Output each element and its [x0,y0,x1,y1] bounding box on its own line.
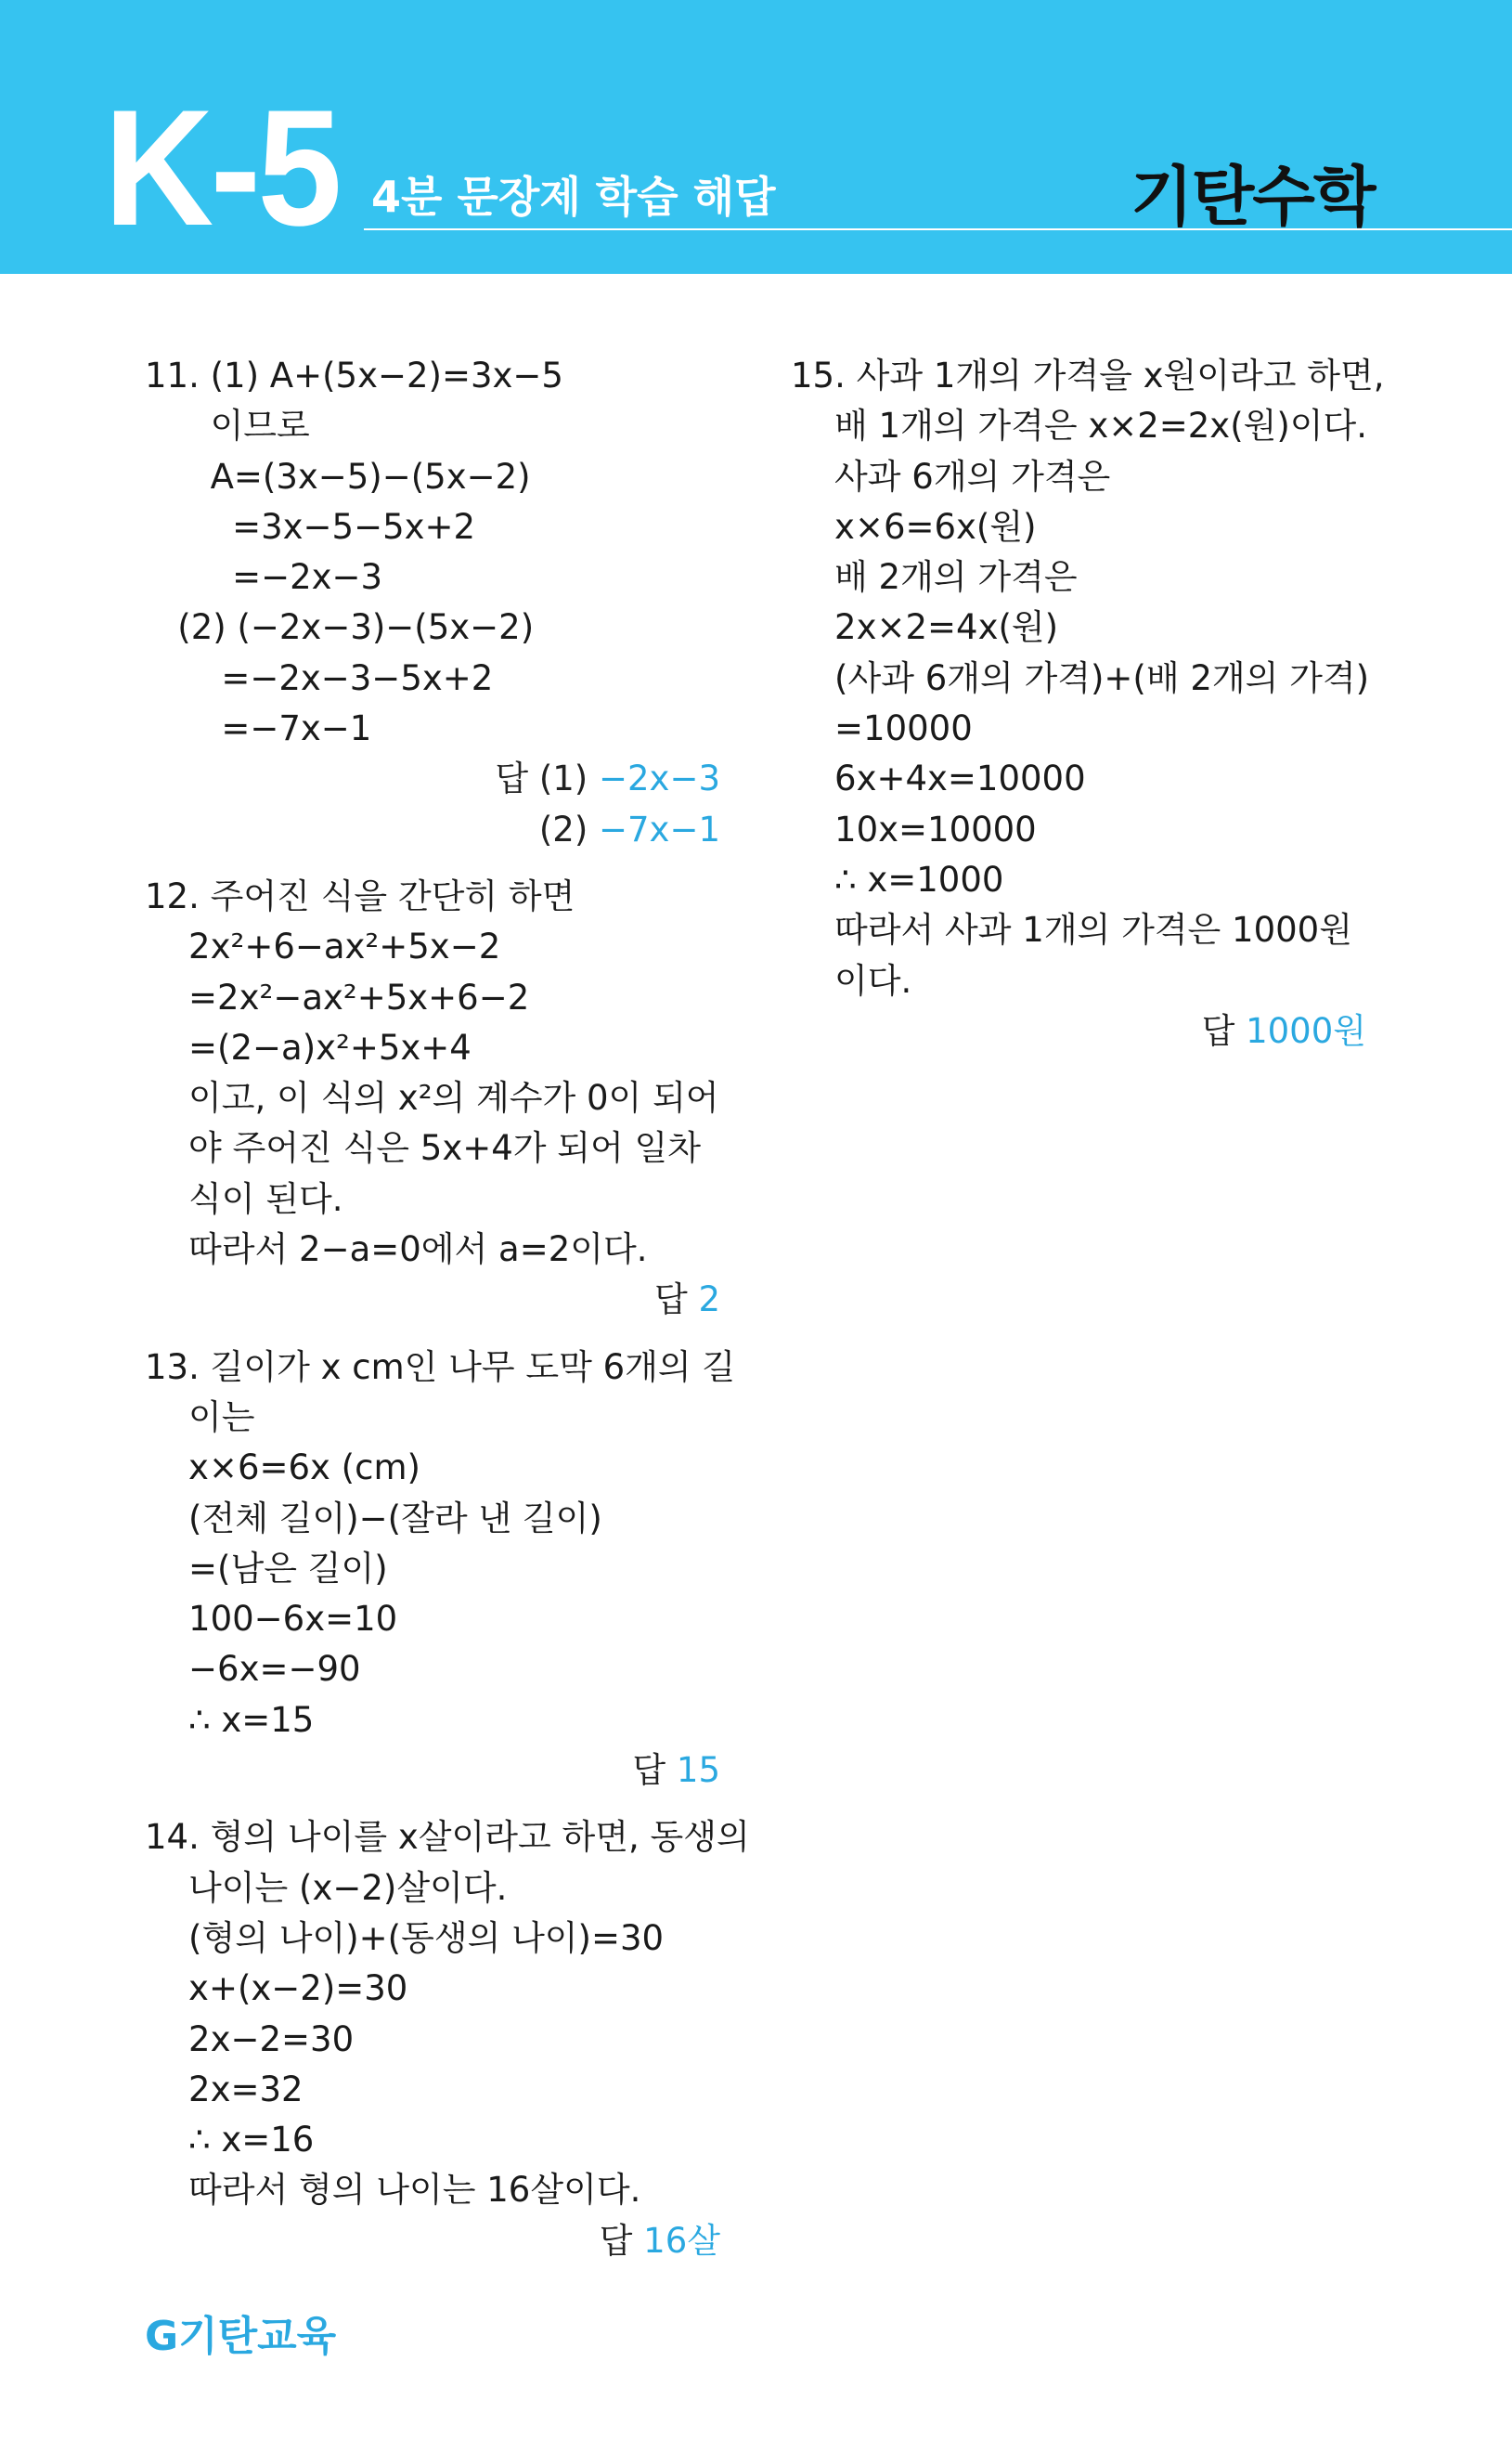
spacer [145,1796,720,1812]
solution-line: =−2x−3 [145,557,383,598]
solution-line: 이고, 이 식의 x²의 계수가 0이 되어 [145,1078,719,1119]
solution-line: (2) (−2x−3)−(5x−2) [145,607,535,648]
solution-line: 따라서 형의 나이는 16살이다. [145,2170,641,2211]
solution-line: x+(x−2)=30 [145,1968,408,2009]
answer-value: 1000원 [1246,1010,1366,1051]
answer-line [791,1006,1366,1057]
solution-line: ∴ x=15 [145,1699,315,1740]
section-code: K-5 [104,75,339,260]
solution-line: 13. 길이가 x cm인 나무 도막 6개의 길 [145,1346,736,1387]
solution-line: −6x=−90 [145,1649,361,1690]
brand-logo: 기탄수학 [1131,159,1375,235]
solution-line: A=(3x−5)−(5x−2) [145,456,531,497]
solution-line: x×6=6x(원) [791,506,1037,547]
solution-line: 2x−2=30 [145,2018,355,2059]
solution-line: =(2−a)x²+5x+4 [145,1027,472,1068]
solution-line: 2x×2=4x(원) [791,607,1059,648]
solution-line: 2x²+6−ax²+5x−2 [145,927,501,967]
answer-line [145,805,720,855]
solution-line: =(남은 길이) [145,1548,388,1589]
answer-label: 답 [653,1279,699,1320]
solution-line: 배 1개의 가격은 x×2=2x(원)이다. [791,406,1368,447]
solution-line: 15. 사과 1개의 가격을 x원이라고 하면, [791,356,1385,396]
problem-p14 [145,1812,750,2283]
page-subtitle: 4분 문장제 학습 해답 [371,172,776,222]
solution-line: 따라서 2−a=0에서 a=2이다. [145,1229,648,1270]
answer-label: 답 [632,1750,677,1791]
solution-line: =−7x−1 [145,708,372,749]
answer-label: (2) [538,809,600,850]
answer-line [145,1275,720,1325]
solution-line: 이는 [145,1396,255,1437]
solution-line: 이다. [791,960,912,1001]
answer-line [145,1745,720,1796]
answer-value: 15 [676,1750,720,1791]
solution-line: (사과 6개의 가격)+(배 2개의 가격) [791,657,1370,698]
solution-line: x×6=6x (cm) [145,1447,420,1488]
answer-value: 16살 [643,2220,720,2261]
spacer [145,2266,720,2283]
problem-p13 [145,1343,736,1813]
solution-line: 따라서 사과 1개의 가격은 1000원 [791,910,1352,951]
footer-logo: G기탄교육 [145,2313,337,2360]
solution-line: 사과 6개의 가격은 [791,456,1111,497]
answer-label: 답 [1201,1010,1247,1051]
spacer [791,1057,1366,1073]
solution-line: 100−6x=10 [145,1599,398,1640]
problem-p15 [791,351,1385,1073]
solution-line: 11. (1) A+(5x−2)=3x−5 [145,356,563,396]
solution-line: ∴ x=16 [145,2120,315,2160]
answer-line [145,2216,720,2266]
answer-value: 2 [698,1279,720,1320]
solution-line: =2x²−ax²+5x+6−2 [145,977,530,1018]
right-column [791,351,1385,1073]
solution-line: 6x+4x=10000 [791,759,1086,799]
solution-line: 12. 주어진 식을 간단히 하면 [145,876,575,916]
solution-line: 10x=10000 [791,809,1037,850]
solution-line: 나이는 (x−2)살이다. [145,1867,508,1908]
answer-label: 답 (1) [495,759,600,799]
spacer [145,855,720,872]
solution-line: =−2x−3−5x+2 [145,657,494,698]
solution-line: 식이 된다. [145,1178,343,1219]
answer-line [145,754,720,804]
spacer [145,1326,720,1343]
solution-line: 14. 형의 나이를 x살이라고 하면, 동생의 [145,1817,750,1858]
answer-value: −7x−1 [599,809,720,850]
solution-line: (형의 나이)+(동생의 나이)=30 [145,1917,665,1958]
problem-p12 [145,872,720,1343]
solution-line: 이므로 [145,406,310,447]
solution-line: ∴ x=1000 [791,859,1004,900]
solution-line: =3x−5−5x+2 [145,506,476,547]
solution-line: 야 주어진 식은 5x+4가 되어 일차 [145,1128,701,1169]
solution-line: 배 2개의 가격은 [791,557,1078,598]
header-banner [0,0,1512,274]
solution-line: =10000 [791,708,973,749]
answer-value: −2x−3 [599,759,720,799]
answer-label: 답 [599,2220,644,2261]
solution-line: (전체 길이)−(잘라 낸 길이) [145,1498,602,1538]
problem-p11 [145,351,720,872]
solution-line: 2x=32 [145,2069,304,2109]
left-column [145,351,750,2283]
